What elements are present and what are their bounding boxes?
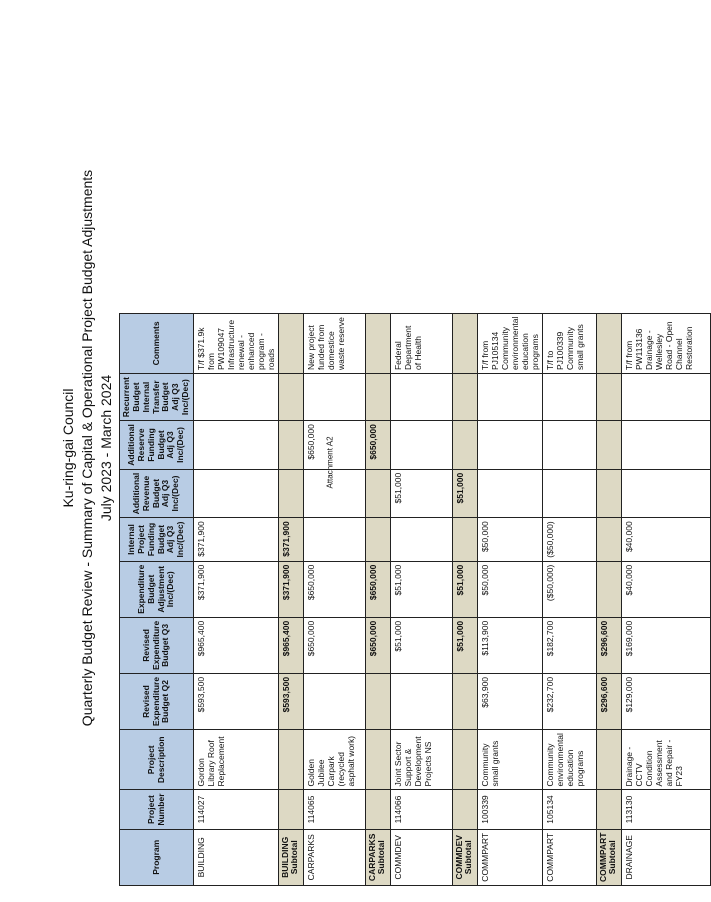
cell-project-description <box>366 730 391 790</box>
cell-expenditure-adjustment: $650,000 <box>366 561 391 617</box>
cell-internal-funding: $371,900 <box>279 518 304 561</box>
cell-additional-reserve: $650,000 <box>304 421 366 470</box>
cell-revised-q2: $593,500 <box>194 673 279 729</box>
report-title: Quarterly Budget Review - Summary of Capital & Operational Project Budget Adjustments <box>79 169 95 727</box>
header-additional-reserve: Additional Reserve Funding Budget Adj Q3 Inc/(Dec) <box>120 421 194 470</box>
cell-project-description: Drainage - CCTV Condition Assessment and Repair -FY23 <box>622 730 711 790</box>
cell-expenditure-adjustment: ($50,000) <box>543 561 597 617</box>
cell-program: COMMDEV Subtotal <box>453 829 478 885</box>
cell-additional-revenue <box>597 469 622 518</box>
cell-recurrent-transfer <box>194 374 279 421</box>
cell-program: COMMPART Subtotal <box>597 829 622 885</box>
cell-additional-revenue: $51,000 <box>391 469 453 518</box>
subtotal-row <box>279 313 304 885</box>
cell-expenditure-adjustment: $40,000 <box>622 561 711 617</box>
cell-project-description <box>453 730 478 790</box>
cell-program: COMMPART <box>478 829 543 885</box>
cell-project-number: 100339 <box>478 790 543 829</box>
cell-additional-reserve <box>543 421 597 470</box>
attachment-label: Attachment A2 <box>325 436 335 489</box>
cell-project-number <box>279 790 304 829</box>
cell-comments <box>279 313 304 373</box>
cell-internal-funding <box>366 518 391 561</box>
cell-additional-revenue <box>279 469 304 518</box>
cell-project-number <box>366 790 391 829</box>
cell-additional-revenue: $51,000 <box>453 469 478 518</box>
table-row <box>304 313 366 885</box>
cell-additional-reserve <box>478 421 543 470</box>
cell-revised-q3: $965,400 <box>194 617 279 673</box>
header-program: Program <box>120 829 194 885</box>
subtotal-row <box>453 313 478 885</box>
cell-revised-q2 <box>304 673 366 729</box>
header-expenditure-adjustment: Expenditure Budget Adjustment Inc/(Dec) <box>120 561 194 617</box>
budget-adjustments-table <box>119 313 711 886</box>
cell-additional-reserve <box>391 421 453 470</box>
cell-revised-q2: $232,700 <box>543 673 597 729</box>
cell-internal-funding <box>453 518 478 561</box>
report-period: July 2023 - March 2024 <box>98 374 114 522</box>
cell-additional-revenue <box>478 469 543 518</box>
cell-expenditure-adjustment: $650,000 <box>304 561 366 617</box>
cell-recurrent-transfer <box>279 374 304 421</box>
cell-additional-reserve <box>194 421 279 470</box>
cell-comments <box>597 313 622 373</box>
cell-revised-q3: $51,000 <box>453 617 478 673</box>
table-header-row <box>120 313 194 885</box>
cell-project-number: 105134 <box>543 790 597 829</box>
header-comments: Comments <box>120 313 194 373</box>
cell-expenditure-adjustment <box>597 561 622 617</box>
cell-comments: Federal Department of Health <box>391 313 453 373</box>
cell-recurrent-transfer <box>597 374 622 421</box>
cell-recurrent-transfer <box>366 374 391 421</box>
cell-revised-q2: $296,600 <box>597 673 622 729</box>
cell-internal-funding: $40,000 <box>622 518 711 561</box>
cell-project-number: 114065 <box>304 790 366 829</box>
table-row <box>478 313 543 885</box>
cell-project-number: 113130 <box>622 790 711 829</box>
cell-comments: T/f from PW113136 Drainage - Wellesley Road - Open Channel Restoration <box>622 313 711 373</box>
cell-project-description: Joint Sector Support & Development Projects NS <box>391 730 453 790</box>
cell-comments: T/f from PJ105134 Community environmental education programs <box>478 313 543 373</box>
cell-additional-reserve <box>453 421 478 470</box>
cell-revised-q2 <box>391 673 453 729</box>
header-revised-q2: Revised Expenditure Budget Q2 <box>120 673 194 729</box>
cell-additional-reserve <box>597 421 622 470</box>
cell-revised-q3: $965,400 <box>279 617 304 673</box>
cell-additional-revenue <box>543 469 597 518</box>
cell-program: COMMDEV <box>391 829 453 885</box>
cell-internal-funding <box>391 518 453 561</box>
header-recurrent-transfer: Recurrent Budget Internal Transfer Budget Adj Q3 Inc/(Dec) <box>120 374 194 421</box>
cell-project-description: Community small grants <box>478 730 543 790</box>
cell-additional-revenue <box>304 469 366 518</box>
cell-program: BUILDING <box>194 829 279 885</box>
cell-additional-revenue <box>622 469 711 518</box>
cell-program: CARPARKS Subtotal <box>366 829 391 885</box>
header-project-number: Project Number <box>120 790 194 829</box>
cell-project-number <box>597 790 622 829</box>
cell-comments: T/f to PJ100339 Community small grants <box>543 313 597 373</box>
table-row <box>543 313 597 885</box>
cell-revised-q3: $51,000 <box>391 617 453 673</box>
cell-internal-funding: $50,000 <box>478 518 543 561</box>
table-row <box>622 313 711 885</box>
cell-additional-reserve: $650,000 <box>366 421 391 470</box>
table-row <box>194 313 279 885</box>
cell-expenditure-adjustment: $51,000 <box>391 561 453 617</box>
cell-internal-funding <box>597 518 622 561</box>
cell-revised-q2: $129,000 <box>622 673 711 729</box>
cell-internal-funding: $371,900 <box>194 518 279 561</box>
cell-additional-reserve <box>622 421 711 470</box>
council-title: Ku-ring-gai Council <box>60 388 76 508</box>
cell-program: COMMPART <box>543 829 597 885</box>
cell-revised-q2: $593,500 <box>279 673 304 729</box>
cell-internal-funding: ($50,000) <box>543 518 597 561</box>
cell-expenditure-adjustment: $371,900 <box>279 561 304 617</box>
cell-revised-q3: $182,700 <box>543 617 597 673</box>
cell-project-description <box>597 730 622 790</box>
header-internal-funding: Internal Project Funding Budget Adj Q3 Inc/(Dec) <box>120 518 194 561</box>
subtotal-row <box>366 313 391 885</box>
cell-expenditure-adjustment: $50,000 <box>478 561 543 617</box>
cell-comments: New project funded from domestice waste reserve <box>304 313 366 373</box>
cell-revised-q3: $650,000 <box>304 617 366 673</box>
cell-revised-q2 <box>366 673 391 729</box>
subtotal-row <box>597 313 622 885</box>
cell-recurrent-transfer <box>478 374 543 421</box>
cell-project-description: Golden Jubilee Carpark (recycled asphalt work) <box>304 730 366 790</box>
header-additional-revenue: Additional Revenue Budget Adj Q3 Inc/(Dec) <box>120 469 194 518</box>
cell-recurrent-transfer <box>391 374 453 421</box>
cell-additional-reserve <box>279 421 304 470</box>
budget-table-container <box>119 313 711 886</box>
cell-additional-revenue <box>366 469 391 518</box>
cell-internal-funding <box>304 518 366 561</box>
cell-program: BUILDING Subtotal <box>279 829 304 885</box>
header-project-description: Project Description <box>120 730 194 790</box>
cell-revised-q3: $169,000 <box>622 617 711 673</box>
cell-revised-q2: $63,900 <box>478 673 543 729</box>
cell-recurrent-transfer <box>622 374 711 421</box>
cell-expenditure-adjustment: $371,900 <box>194 561 279 617</box>
cell-revised-q2 <box>453 673 478 729</box>
cell-revised-q3: $650,000 <box>366 617 391 673</box>
header-revised-q3: Revised Expenditure Budget Q3 <box>120 617 194 673</box>
cell-project-number: 114066 <box>391 790 453 829</box>
cell-project-description <box>279 730 304 790</box>
cell-project-number <box>453 790 478 829</box>
cell-recurrent-transfer <box>453 374 478 421</box>
cell-revised-q3: $113,900 <box>478 617 543 673</box>
cell-comments: T/f $371.9k from PW109047 Infrastructure renewal - enhanced program - roads <box>194 313 279 373</box>
cell-project-description: Gordon Library Roof Replacement <box>194 730 279 790</box>
cell-project-number: 114027 <box>194 790 279 829</box>
table-row <box>391 313 453 885</box>
cell-comments <box>366 313 391 373</box>
cell-revised-q3: $296,600 <box>597 617 622 673</box>
cell-program: CARPARKS <box>304 829 366 885</box>
cell-program: DRAINAGE <box>622 829 711 885</box>
cell-additional-revenue <box>194 469 279 518</box>
cell-project-description: Community environmental education programs <box>543 730 597 790</box>
cell-recurrent-transfer <box>304 374 366 421</box>
cell-recurrent-transfer <box>543 374 597 421</box>
cell-comments <box>453 313 478 373</box>
cell-expenditure-adjustment: $51,000 <box>453 561 478 617</box>
